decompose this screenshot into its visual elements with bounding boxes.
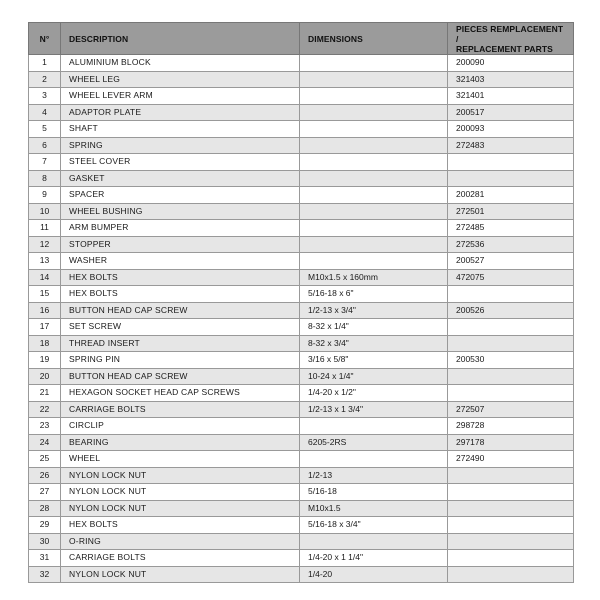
cell-part-number: 272490 bbox=[448, 451, 574, 468]
cell-dimensions: 1/4-20 x 1 1/4" bbox=[300, 550, 448, 567]
cell-dimensions bbox=[300, 137, 448, 154]
cell-number: 20 bbox=[29, 368, 61, 385]
cell-number: 26 bbox=[29, 467, 61, 484]
cell-description: ADAPTOR PLATE bbox=[61, 104, 300, 121]
cell-description: HEX BOLTS bbox=[61, 286, 300, 303]
cell-part-number bbox=[448, 286, 574, 303]
table-row bbox=[29, 220, 574, 237]
header-description: DESCRIPTION bbox=[61, 23, 300, 55]
cell-description: SHAFT bbox=[61, 121, 300, 138]
cell-description: HEX BOLTS bbox=[61, 269, 300, 286]
cell-part-number bbox=[448, 484, 574, 501]
table-row bbox=[29, 121, 574, 138]
cell-description: SPACER bbox=[61, 187, 300, 204]
table-header-row bbox=[29, 23, 574, 55]
table-row bbox=[29, 368, 574, 385]
cell-description: HEX BOLTS bbox=[61, 517, 300, 534]
cell-part-number bbox=[448, 368, 574, 385]
table-row bbox=[29, 319, 574, 336]
cell-part-number: 200530 bbox=[448, 352, 574, 369]
cell-number: 21 bbox=[29, 385, 61, 402]
cell-part-number bbox=[448, 319, 574, 336]
cell-number: 5 bbox=[29, 121, 61, 138]
cell-description: NYLON LOCK NUT bbox=[61, 566, 300, 583]
cell-number: 25 bbox=[29, 451, 61, 468]
cell-part-number: 200281 bbox=[448, 187, 574, 204]
cell-part-number bbox=[448, 170, 574, 187]
cell-dimensions: 1/2-13 bbox=[300, 467, 448, 484]
cell-part-number: 200527 bbox=[448, 253, 574, 270]
cell-description: CIRCLIP bbox=[61, 418, 300, 435]
table-row bbox=[29, 187, 574, 204]
cell-description: THREAD INSERT bbox=[61, 335, 300, 352]
table-row bbox=[29, 418, 574, 435]
cell-part-number bbox=[448, 517, 574, 534]
cell-dimensions: 6205-2RS bbox=[300, 434, 448, 451]
table-row bbox=[29, 533, 574, 550]
cell-part-number: 297178 bbox=[448, 434, 574, 451]
cell-part-number: 272501 bbox=[448, 203, 574, 220]
cell-number: 17 bbox=[29, 319, 61, 336]
table-row bbox=[29, 401, 574, 418]
header-replacement-parts bbox=[448, 23, 574, 55]
cell-dimensions: 1/4-20 x 1/2" bbox=[300, 385, 448, 402]
header-dimensions: DIMENSIONS bbox=[300, 23, 448, 55]
cell-description: GASKET bbox=[61, 170, 300, 187]
cell-dimensions bbox=[300, 154, 448, 171]
cell-number: 29 bbox=[29, 517, 61, 534]
cell-description: BUTTON HEAD CAP SCREW bbox=[61, 302, 300, 319]
header-replacement-parts-line1: PIECES REMPLACEMENT / bbox=[456, 23, 564, 44]
cell-dimensions: 1/4-20 bbox=[300, 566, 448, 583]
table-row bbox=[29, 517, 574, 534]
cell-number: 2 bbox=[29, 71, 61, 88]
cell-dimensions: 10-24 x 1/4" bbox=[300, 368, 448, 385]
cell-dimensions bbox=[300, 220, 448, 237]
cell-description: BEARING bbox=[61, 434, 300, 451]
table-row bbox=[29, 203, 574, 220]
cell-number: 15 bbox=[29, 286, 61, 303]
cell-dimensions bbox=[300, 253, 448, 270]
cell-dimensions bbox=[300, 71, 448, 88]
cell-description: NYLON LOCK NUT bbox=[61, 500, 300, 517]
cell-part-number: 321403 bbox=[448, 71, 574, 88]
table-row bbox=[29, 434, 574, 451]
cell-part-number: 272507 bbox=[448, 401, 574, 418]
table-row bbox=[29, 385, 574, 402]
cell-part-number: 272485 bbox=[448, 220, 574, 237]
cell-description: WHEEL bbox=[61, 451, 300, 468]
cell-number: 9 bbox=[29, 187, 61, 204]
table-row bbox=[29, 170, 574, 187]
cell-description: NYLON LOCK NUT bbox=[61, 484, 300, 501]
cell-number: 1 bbox=[29, 55, 61, 72]
cell-description: BUTTON HEAD CAP SCREW bbox=[61, 368, 300, 385]
cell-part-number bbox=[448, 550, 574, 567]
cell-part-number: 272536 bbox=[448, 236, 574, 253]
cell-number: 24 bbox=[29, 434, 61, 451]
cell-dimensions: 1/2-13 x 3/4" bbox=[300, 302, 448, 319]
cell-dimensions bbox=[300, 187, 448, 204]
cell-part-number: 200093 bbox=[448, 121, 574, 138]
cell-part-number bbox=[448, 467, 574, 484]
cell-description: SPRING bbox=[61, 137, 300, 154]
cell-part-number bbox=[448, 154, 574, 171]
cell-number: 28 bbox=[29, 500, 61, 517]
table-row bbox=[29, 104, 574, 121]
cell-description: CARRIAGE BOLTS bbox=[61, 401, 300, 418]
cell-description: ALUMINIUM BLOCK bbox=[61, 55, 300, 72]
cell-dimensions bbox=[300, 236, 448, 253]
cell-description: STOPPER bbox=[61, 236, 300, 253]
cell-description: SPRING PIN bbox=[61, 352, 300, 369]
cell-dimensions bbox=[300, 203, 448, 220]
cell-part-number: 472075 bbox=[448, 269, 574, 286]
cell-number: 7 bbox=[29, 154, 61, 171]
table-row bbox=[29, 88, 574, 105]
cell-part-number: 200090 bbox=[448, 55, 574, 72]
cell-number: 8 bbox=[29, 170, 61, 187]
cell-description: WHEEL LEVER ARM bbox=[61, 88, 300, 105]
cell-part-number bbox=[448, 335, 574, 352]
cell-dimensions: 3/16 x 5/8" bbox=[300, 352, 448, 369]
table-body bbox=[29, 55, 574, 583]
cell-dimensions: 5/16-18 bbox=[300, 484, 448, 501]
cell-dimensions bbox=[300, 104, 448, 121]
cell-number: 18 bbox=[29, 335, 61, 352]
cell-number: 11 bbox=[29, 220, 61, 237]
cell-dimensions bbox=[300, 533, 448, 550]
table-row bbox=[29, 269, 574, 286]
cell-dimensions: 5/16-18 x 6" bbox=[300, 286, 448, 303]
table-row bbox=[29, 137, 574, 154]
cell-description: WHEEL BUSHING bbox=[61, 203, 300, 220]
cell-description: O-RING bbox=[61, 533, 300, 550]
table-row bbox=[29, 302, 574, 319]
cell-dimensions bbox=[300, 121, 448, 138]
cell-number: 10 bbox=[29, 203, 61, 220]
cell-dimensions: 8-32 x 3/4" bbox=[300, 335, 448, 352]
cell-dimensions bbox=[300, 88, 448, 105]
cell-number: 4 bbox=[29, 104, 61, 121]
header-replacement-parts-line2: REPLACEMENT PARTS bbox=[456, 43, 553, 54]
cell-dimensions bbox=[300, 418, 448, 435]
cell-number: 32 bbox=[29, 566, 61, 583]
table-row bbox=[29, 550, 574, 567]
parts-table bbox=[28, 22, 574, 583]
cell-number: 30 bbox=[29, 533, 61, 550]
cell-dimensions: 8-32 x 1/4" bbox=[300, 319, 448, 336]
cell-dimensions: 1/2-13 x 1 3/4" bbox=[300, 401, 448, 418]
cell-dimensions: M10x1.5 bbox=[300, 500, 448, 517]
cell-description: WHEEL LEG bbox=[61, 71, 300, 88]
table-row bbox=[29, 335, 574, 352]
cell-number: 12 bbox=[29, 236, 61, 253]
cell-number: 23 bbox=[29, 418, 61, 435]
table-row bbox=[29, 286, 574, 303]
cell-dimensions bbox=[300, 170, 448, 187]
cell-dimensions: 5/16-18 x 3/4" bbox=[300, 517, 448, 534]
table-row bbox=[29, 467, 574, 484]
cell-number: 3 bbox=[29, 88, 61, 105]
cell-number: 31 bbox=[29, 550, 61, 567]
cell-description: WASHER bbox=[61, 253, 300, 270]
header-number: N° bbox=[29, 23, 61, 55]
cell-description: CARRIAGE BOLTS bbox=[61, 550, 300, 567]
table-row bbox=[29, 352, 574, 369]
table-row bbox=[29, 55, 574, 72]
table-row bbox=[29, 484, 574, 501]
cell-number: 22 bbox=[29, 401, 61, 418]
cell-part-number: 272483 bbox=[448, 137, 574, 154]
table-row bbox=[29, 253, 574, 270]
cell-number: 27 bbox=[29, 484, 61, 501]
cell-part-number: 200526 bbox=[448, 302, 574, 319]
cell-dimensions bbox=[300, 55, 448, 72]
table-row bbox=[29, 154, 574, 171]
cell-number: 19 bbox=[29, 352, 61, 369]
cell-description: STEEL COVER bbox=[61, 154, 300, 171]
cell-description: HEXAGON SOCKET HEAD CAP SCREWS bbox=[61, 385, 300, 402]
cell-description: SET SCREW bbox=[61, 319, 300, 336]
table-row bbox=[29, 451, 574, 468]
cell-part-number: 298728 bbox=[448, 418, 574, 435]
table-row bbox=[29, 566, 574, 583]
cell-part-number bbox=[448, 385, 574, 402]
cell-description: NYLON LOCK NUT bbox=[61, 467, 300, 484]
cell-part-number bbox=[448, 566, 574, 583]
cell-part-number bbox=[448, 500, 574, 517]
cell-number: 13 bbox=[29, 253, 61, 270]
cell-number: 16 bbox=[29, 302, 61, 319]
cell-part-number: 200517 bbox=[448, 104, 574, 121]
table-row bbox=[29, 500, 574, 517]
cell-dimensions bbox=[300, 451, 448, 468]
cell-part-number bbox=[448, 533, 574, 550]
table-row bbox=[29, 236, 574, 253]
cell-dimensions: M10x1.5 x 160mm bbox=[300, 269, 448, 286]
cell-description: ARM BUMPER bbox=[61, 220, 300, 237]
cell-number: 14 bbox=[29, 269, 61, 286]
cell-part-number: 321401 bbox=[448, 88, 574, 105]
cell-number: 6 bbox=[29, 137, 61, 154]
table-row bbox=[29, 71, 574, 88]
